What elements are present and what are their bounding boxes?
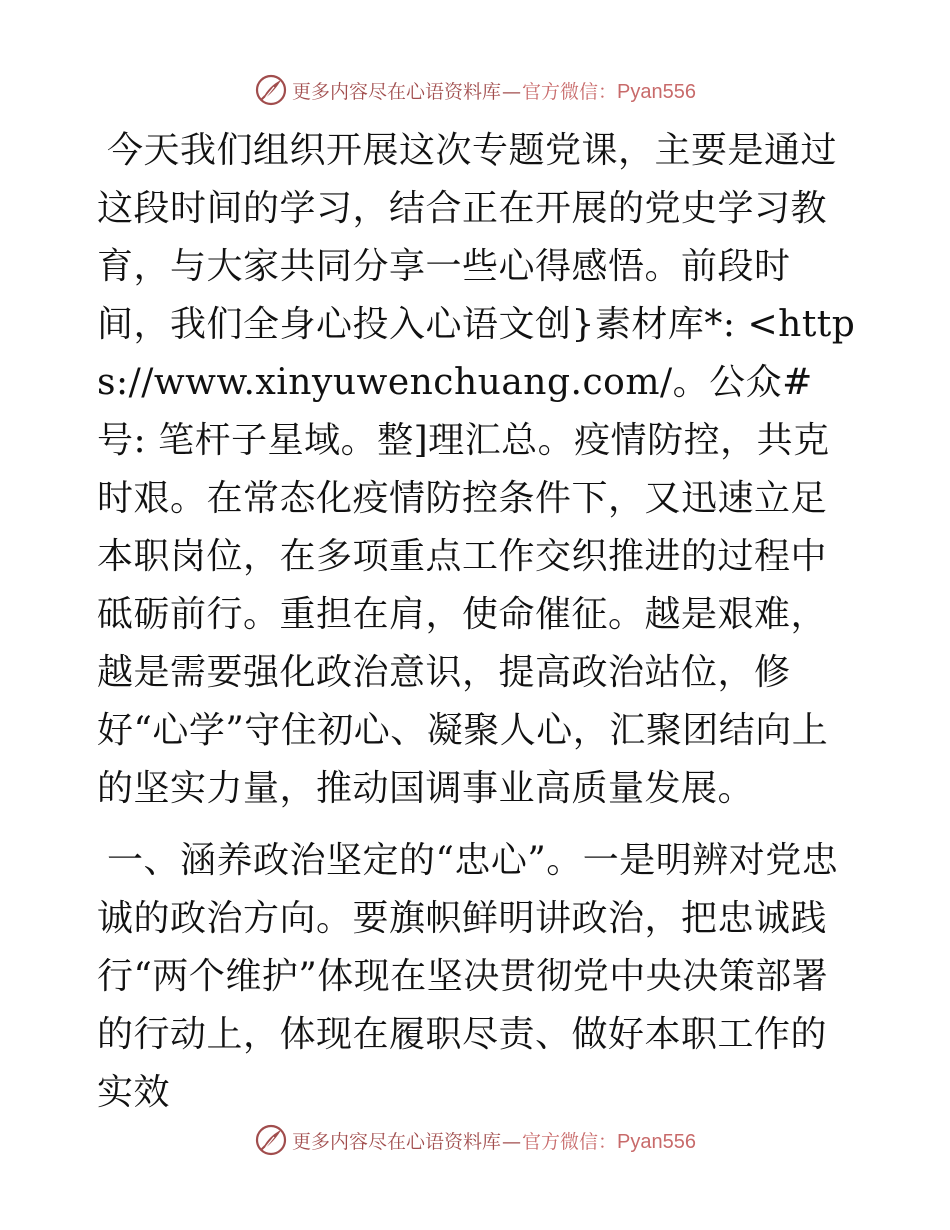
banner-official-label: 官方微信： bbox=[522, 1130, 618, 1153]
feather-pen-logo-icon bbox=[254, 73, 288, 107]
banner-text bbox=[292, 1127, 696, 1154]
banner-text bbox=[292, 77, 696, 104]
banner-dash: — bbox=[502, 1130, 522, 1153]
banner-dash: — bbox=[502, 80, 522, 103]
document-body bbox=[97, 122, 857, 1122]
feather-pen-logo-icon bbox=[254, 1123, 288, 1157]
banner-site-text: 更多内容尽在心语资料库 bbox=[292, 80, 502, 103]
paragraph-section-one-text: 一、涵养政治坚定的“忠心”。一是明辨对党忠诚的政治方向。要旗帜鲜明讲政治，把忠诚践行“两个维护”体现在坚决贯彻党中央决策部署的行动上，体现在履职尽责、做好本职工作的实效 bbox=[97, 840, 839, 1113]
paragraph-section-one bbox=[97, 832, 857, 1122]
footer-banner bbox=[0, 1120, 950, 1160]
banner-site-text: 更多内容尽在心语资料库 bbox=[292, 1130, 502, 1153]
banner-wechat-id: Pyan556 bbox=[617, 80, 696, 103]
header-banner bbox=[0, 70, 950, 110]
banner-wechat-id: Pyan556 bbox=[617, 1130, 696, 1153]
banner-official-label: 官方微信： bbox=[522, 80, 618, 103]
paragraph-intro-text: 今天我们组织开展这次专题党课，主要是通过这段时间的学习，结合正在开展的党史学习教育，与大家共同分享一些心得感悟。前段时间，我们全身心投入心语文创}素材库*: <https://www.xinyuwenchuang.com/。公众#号: 笔杆子星域。整]理汇总。疫情防控，共克时艰。在常态化疫情防控条件下，又迅速立足本职岗位，在多项重点工作交织推进的过程中砥砺前行。重担在肩，使命催征。越是艰难，越是需要强化政治意识，提高政治站位，修好“心学”守住初心、凝聚人心，汇聚团结向上的坚实力量，推动国调事业高质量发展。 bbox=[97, 130, 856, 809]
paragraph-intro bbox=[97, 122, 857, 818]
